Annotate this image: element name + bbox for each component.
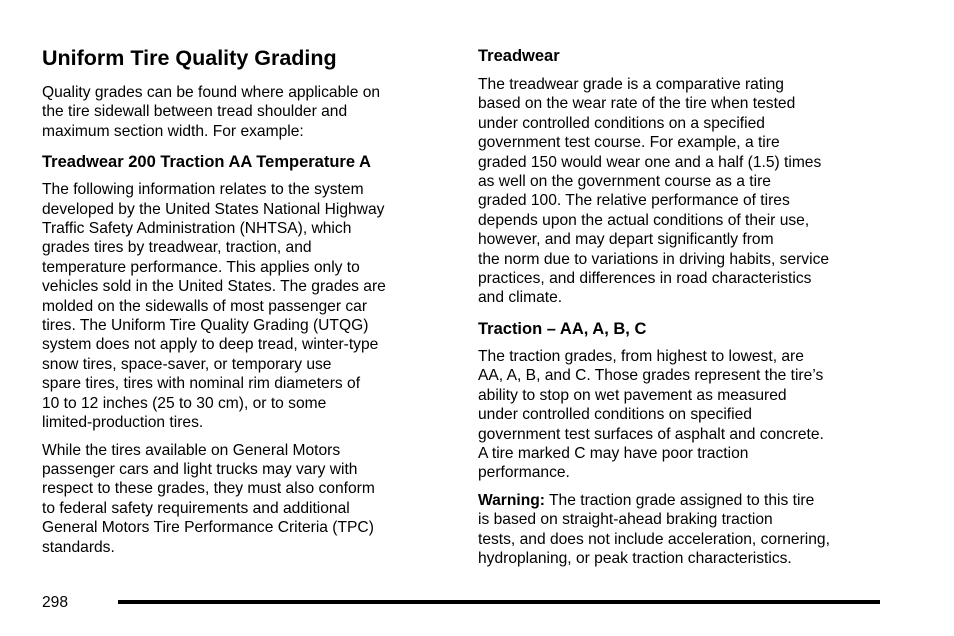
footer-rule [118,600,880,604]
text-line: passenger cars and light trucks may vary with [42,460,358,478]
text-line: as well on the government course as a tire [478,173,771,191]
text-line: The following information relates to the system [42,181,364,199]
text-line: government test course. For example, a tire [478,134,780,152]
intro-paragraph [42,83,452,141]
text-line: the tire sidewall between tread shoulder and [42,103,348,121]
warning-text: The traction grade assigned to this tire [544,491,815,509]
text-line: under controlled conditions on a specified [478,114,765,132]
text-line: The traction grades, from highest to lowest, are [478,347,804,365]
text-line: grades tires by treadwear, traction, and [42,239,312,257]
text-line: graded 150 would wear one and a half (1.5) times [478,153,822,171]
text-line: developed by the United States National Highway [42,200,385,218]
warning-label: Warning: [478,491,545,509]
text-line: government test surfaces of asphalt and concrete. [478,425,824,443]
text-line: hydroplaning, or peak traction characteristics. [478,549,792,567]
treadwear-heading: Treadwear [478,47,560,65]
nhtsa-paragraph [42,180,452,432]
text-line: ability to stop on wet pavement as measured [478,386,787,404]
text-line: vehicles sold in the United States. The grades are [42,278,386,296]
text-line: is based on straight-ahead braking traction [478,511,773,529]
text-line: The treadwear grade is a comparative rating [478,76,784,93]
text-line: Traffic Safety Administration (NHTSA), which [42,220,352,238]
text-line: tires. The Uniform Tire Quality Grading (UTQG) [42,317,369,335]
text-line: practices, and differences in road characteristics [478,270,812,288]
text-line: and climate. [478,289,563,307]
section-title: Uniform Tire Quality Grading [42,46,337,70]
traction-heading: Traction – AA, A, B, C [478,319,647,338]
text-line: system does not apply to deep tread, winter-type [42,336,379,354]
gm-paragraph [42,441,452,557]
text-line: temperature performance. This applies only to [42,258,360,276]
right-column [478,46,898,568]
example-heading: Treadwear 200 Traction AA Temperature A [42,153,371,172]
text-line: tests, and does not include acceleration, cornering, [478,530,830,548]
text-line: snow tires, space-saver, or temporary use [42,355,332,373]
text-line: respect to these grades, they must also conform [42,480,375,498]
text-line: based on the wear rate of the tire when tested [478,95,796,113]
text-line [478,491,898,510]
text-line: molded on the sidewalls of most passenger car [42,297,368,315]
text-line: 10 to 12 inches (25 to 30 cm), or to some [42,394,327,412]
text-line: standards. [42,538,115,556]
text-line: spare tires, tires with nominal rim diameters of [42,375,361,393]
text-line: performance. [478,464,570,482]
text-line: General Motors Tire Performance Criteria (TPC) [42,519,374,537]
text-line: to federal safety requirements and additional [42,499,350,517]
traction-paragraph [478,347,898,483]
treadwear-paragraph [478,75,898,308]
warning-paragraph [478,491,898,569]
text-line: limited-production tires. [42,414,204,432]
text-line: AA, A, B, and C. Those grades represent the tire’s [478,367,824,385]
left-column [42,44,452,557]
text-line: maximum section width. For example: [42,122,304,140]
text-line: While the tires available on General Motors [42,441,341,459]
page-number: 298 [42,594,69,611]
text-line: A tire marked C may have poor traction [478,444,749,462]
text-line: graded 100. The relative performance of tires [478,192,790,210]
text-line: under controlled conditions on specified [478,406,752,424]
text-line: Quality grades can be found where applicable on [42,84,381,101]
text-line: depends upon the actual conditions of their use, [478,211,810,229]
text-line: the norm due to variations in driving habits, service [478,250,830,268]
text-line: however, and may depart significantly from [478,231,774,249]
